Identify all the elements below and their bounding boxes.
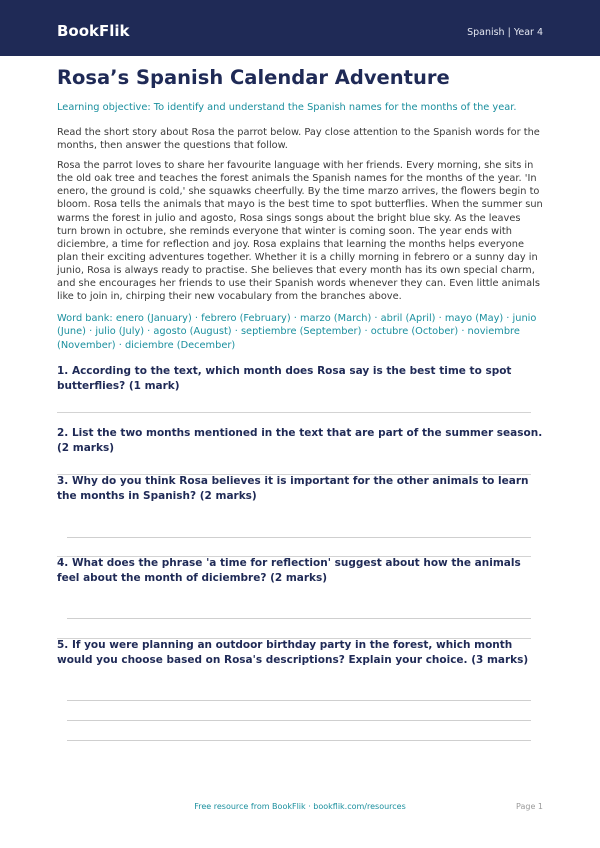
question-2: 2. List the two months mentioned in the text that are part of the summer season. (2 marks) bbox=[57, 427, 543, 454]
worksheet-body bbox=[57, 66, 543, 352]
question-3: 3. Why do you think Rosa believes it is important for the other animals to learn the months in Spanish? (2 marks) bbox=[57, 475, 529, 502]
answer-line[interactable] bbox=[67, 700, 531, 701]
learning-objective: Learning objective: To identify and understand the Spanish names for the months of the year. bbox=[57, 102, 517, 113]
story-paragraph: Rosa the parrot loves to share her favourite language with her friends. Every morning, she sits in the old oak tree and teaches the forest animals the Spanish names for the months of the year. 'In enero, the ground is cold,' she squawks cheerfully. By the time marzo arrives, the flowers begin to bloom. Rosa tells the animals that mayo is the best time to spot butterflies. When the summer sun warms the forest in julio and agosto, Rosa sings songs about the bright blue sky. As the leaves turn brown in octubre, she reminds everyone that winter is coming soon. The year ends with diciembre, a time for reflection and joy. Rosa explains that learning the months helps everyone plan their exciting adventures together. Whether it is a chilly morning in febrero or a sunny day in junio, Rosa is always ready to practise. She believes that every month has its own special charm, and she encourages her friends to use their Spanish words whenever they can. Even little animals like to join in, chirping their new vocabulary from the branches above. bbox=[57, 160, 543, 303]
question-4: 4. What does the phrase 'a time for reflection' suggest about how the animals feel about the month of diciembre? (2 marks) bbox=[57, 557, 521, 584]
instructions-paragraph: Read the short story about Rosa the parrot below. Pay close attention to the Spanish words for the months, then answer the questions that follow. bbox=[57, 127, 540, 152]
page-title: Rosa’s Spanish Calendar Adventure bbox=[57, 66, 450, 89]
answer-line[interactable] bbox=[67, 740, 531, 741]
word-bank: Word bank: enero (January) · febrero (February) · marzo (March) · abril (April) · mayo (May) · junio (June) · julio (July) · agosto (August) · septiembre (September) · octubre (October) · noviembre (November) · diciembre (December) bbox=[57, 313, 537, 351]
brand-logo-text: BookFlik bbox=[57, 22, 130, 40]
answer-line[interactable] bbox=[67, 537, 531, 538]
header-bar bbox=[0, 0, 600, 56]
answer-line[interactable] bbox=[67, 720, 531, 721]
page-number: Page 1 bbox=[516, 802, 543, 811]
subject-year-label: Spanish | Year 4 bbox=[467, 27, 543, 38]
question-1: 1. According to the text, which month does Rosa say is the best time to spot butterflies? (1 mark) bbox=[57, 365, 512, 392]
footer-resource-link[interactable]: Free resource from BookFlik · bookflik.com/resources bbox=[194, 802, 406, 811]
question-5: 5. If you were planning an outdoor birthday party in the forest, which month would you choose based on Rosa's descriptions? Explain your choice. (3 marks) bbox=[57, 639, 529, 666]
answer-line[interactable] bbox=[67, 618, 531, 619]
answer-divider bbox=[57, 412, 531, 413]
